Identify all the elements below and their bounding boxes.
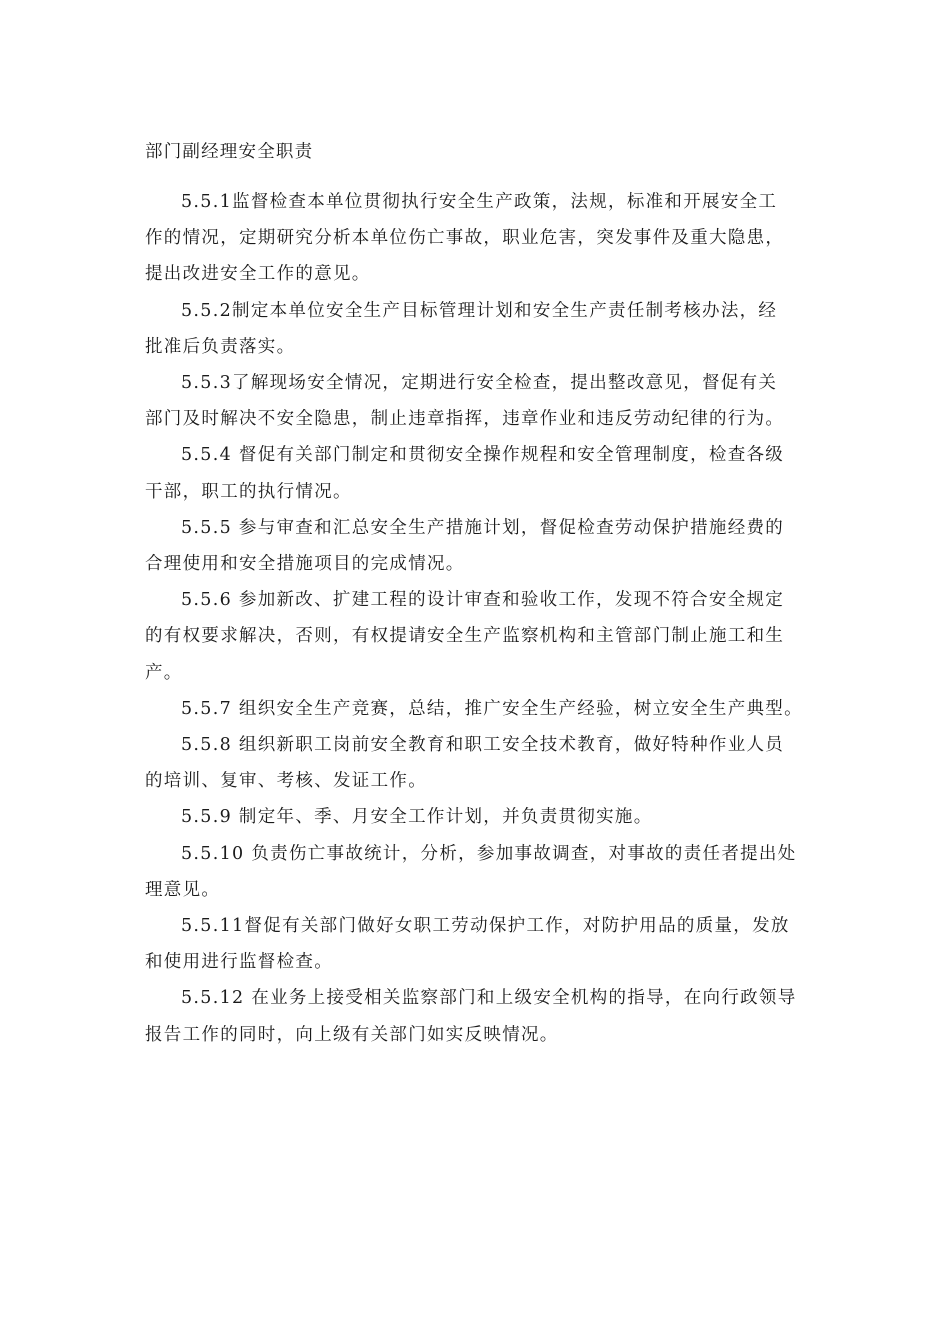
clause-paragraph [145, 582, 807, 691]
clause-text: 产。 [145, 662, 183, 683]
clause-line [145, 1017, 807, 1053]
clause-first-line [145, 980, 807, 1016]
clause-text: 批准后负责落实。 [145, 336, 296, 357]
clause-paragraph [145, 799, 807, 835]
clause-number: 5.5.11 [181, 916, 245, 937]
clause-text: 部门及时解决不安全隐患，制止违章指挥，违章作业和违反劳动纪律的行为。 [145, 409, 785, 430]
clause-text: 督促有关部门做好女职工劳动保护工作，对防护用品的质量，发放 [244, 916, 790, 937]
clause-text: 制定本单位安全生产目标管理计划和安全生产责任制考核办法，经 [232, 300, 778, 321]
clause-first-line [145, 799, 807, 835]
clause-text: 和使用进行监督检查。 [145, 952, 333, 973]
clause-number: 5.5.12 [181, 988, 245, 1009]
clause-first-line [145, 293, 807, 329]
clause-text: 负责伤亡事故统计，分析，参加事故调查，对事故的责任者提出处 [244, 843, 797, 864]
clause-text: 制定年、季、月安全工作计划，并负责贯彻实施。 [232, 807, 653, 828]
clause-line [145, 329, 807, 365]
clause-paragraph [145, 980, 807, 1052]
clause-number: 5.5.3 [181, 373, 233, 394]
clause-first-line [145, 184, 807, 220]
clause-line [145, 546, 807, 582]
clause-paragraph [145, 691, 807, 727]
clause-text: 参与审查和汇总安全生产措施计划，督促检查劳动保护措施经费的 [232, 517, 785, 538]
clause-text: 督促有关部门制定和贯彻安全操作规程和安全管理制度，检查各级 [232, 445, 785, 466]
clause-text: 在业务上接受相关监察部门和上级安全机构的指导，在向行政领导 [244, 988, 797, 1009]
clause-text: 作的情况，定期研究分析本单位伤亡事故，职业危害，突发事件及重大隐患， [145, 228, 785, 249]
clause-first-line [145, 365, 807, 401]
clause-line [145, 256, 807, 292]
clause-paragraph [145, 293, 807, 365]
clause-paragraph [145, 437, 807, 509]
clause-line [145, 474, 807, 510]
clause-paragraph [145, 184, 807, 293]
clause-line [145, 944, 807, 980]
clause-line [145, 220, 807, 256]
clause-number: 5.5.5 [181, 517, 233, 538]
clause-number: 5.5.9 [181, 807, 233, 828]
clause-text: 报告工作的同时，向上级有关部门如实反映情况。 [145, 1024, 559, 1045]
clause-text: 的有权要求解决，否则，有权提请安全生产监察机构和主管部门制止施工和生 [145, 626, 785, 647]
clause-first-line [145, 727, 807, 763]
clause-first-line [145, 437, 807, 473]
clause-number: 5.5.4 [181, 445, 233, 466]
clause-first-line [145, 836, 807, 872]
clause-text: 理意见。 [145, 879, 221, 900]
clause-line [145, 655, 807, 691]
clause-paragraph [145, 510, 807, 582]
clause-line [145, 401, 807, 437]
clause-number: 5.5.6 [181, 590, 233, 611]
clause-text: 合理使用和安全措施项目的完成情况。 [145, 554, 465, 575]
clause-number: 5.5.1 [181, 192, 233, 212]
clause-number: 5.5.10 [181, 843, 245, 864]
clause-paragraph [145, 365, 807, 437]
clause-number: 5.5.2 [181, 300, 233, 321]
clause-paragraph [145, 836, 807, 908]
clause-text: 了解现场安全情况，定期进行安全检查，提出整改意见，督促有关 [232, 373, 778, 394]
clause-text: 的培训、复审、考核、发证工作。 [145, 771, 427, 792]
clause-first-line [145, 582, 807, 618]
clause-line [145, 763, 807, 799]
clause-number: 5.5.7 [181, 698, 233, 719]
clause-paragraph [145, 727, 807, 799]
clause-text: 干部，职工的执行情况。 [145, 481, 352, 502]
clause-paragraph [145, 908, 807, 980]
clause-number: 5.5.8 [181, 735, 233, 756]
clause-first-line [145, 691, 807, 727]
clause-text: 参加新改、扩建工程的设计审查和验收工作，发现不符合安全规定 [232, 590, 785, 611]
document-body [145, 184, 807, 1053]
clause-text: 组织新职工岗前安全教育和职工安全技术教育，做好特种作业人员 [232, 735, 785, 756]
clause-first-line [145, 908, 807, 944]
clause-text: 组织安全生产竞赛，总结，推广安全生产经验，树立安全生产典型。 [232, 698, 803, 719]
document-title: 部门副经理安全职责 [145, 142, 314, 162]
clause-line [145, 618, 807, 654]
clause-line [145, 872, 807, 908]
clause-first-line [145, 510, 807, 546]
clause-text: 监督检查本单位贯彻执行安全生产政策，法规，标准和开展安全工 [232, 192, 778, 212]
clause-text: 提出改进安全工作的意见。 [145, 264, 371, 285]
